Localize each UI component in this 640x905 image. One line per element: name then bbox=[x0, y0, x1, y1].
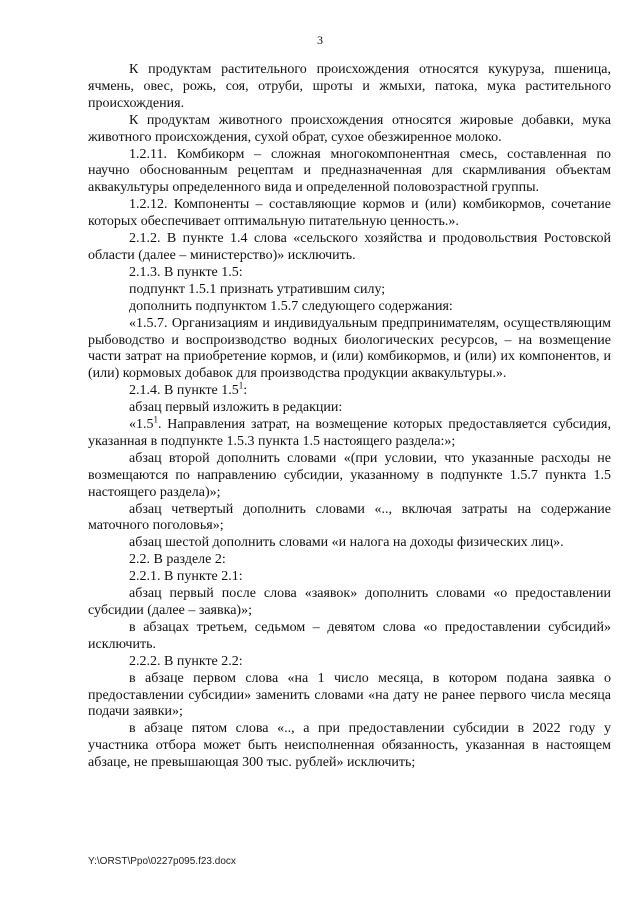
paragraph: абзац второй дополнить словами «(при условии, что указанные расходы не возмещаются по направлению субсидии, указанному в подпункте 1.5.7 пункта 1.5 настоящего раздела)»; bbox=[88, 450, 611, 500]
file-path-footer: Y:\ORST\Ppo\0227p095.f23.docx bbox=[88, 856, 236, 867]
paragraph: абзац четвертый дополнить словами «.., включая затраты на содержание маточного поголовья»; bbox=[88, 501, 611, 534]
paragraph: «1.5.7. Организациям и индивидуальным предпринимателям, осуществляющим рыбоводство и воспроизводство водных биологических ресурсов, – на возмещение части затрат на приобретение кормов, и (или) комбикормов, и (или) их компонентов, и (или) кормовых добавок для производства продукции аквакультуры.». bbox=[88, 315, 611, 382]
paragraph: К продуктам животного происхождения относятся жировые добавки, мука животного происхождения, сухой обрат, сухое обезжиренное молоко. bbox=[88, 112, 611, 145]
paragraph: 1.2.12. Компоненты – составляющие кормов и (или) комбикормов, сочетание которых обеспечивает оптимальную питательную ценность.». bbox=[88, 197, 611, 230]
superscript: 1 bbox=[153, 414, 158, 425]
paragraph-text: «1.5 bbox=[129, 417, 154, 433]
paragraph: абзац шестой дополнить словами «и налога на доходы физических лиц». bbox=[129, 535, 564, 551]
paragraph: абзац первый изложить в редакции: bbox=[129, 400, 343, 416]
superscript: 1 bbox=[238, 380, 244, 391]
paragraph bbox=[88, 380, 611, 400]
paragraph: 2.1.3. В пункте 1.5: bbox=[129, 264, 243, 280]
document-body bbox=[88, 62, 611, 772]
paragraph-text: 2.1.4. В пункте 1.5 bbox=[129, 383, 239, 399]
paragraph: 1.2.11. Комбикорм – сложная многокомпонентная смесь, составленная по научно обоснованным рецептам и предназначенная для скармливания объектам аквакультуры определенного вида и определенной половозрастной группы. bbox=[88, 146, 611, 196]
paragraph: дополнить подпунктом 1.5.7 следующего содержания: bbox=[129, 298, 453, 314]
paragraph: абзац первый после слова «заявок» дополнить словами «о предоставлении субсидии (далее – заявка)»; bbox=[88, 586, 611, 618]
paragraph: в абзаце пятом слова «.., а при предоставлении субсидии в 2022 году у участника отбора может быть неисполненная обязанность, указанная в настоящем абзаце, не превышающая 300 тыс. рублей» исключить; bbox=[88, 721, 611, 771]
paragraph: в абзаце первом слова «на 1 число месяца, в котором подана заявка о предоставлении субсидии» заменить словами «на дату не ранее первого числа месяца подачи заявки»; bbox=[88, 670, 611, 720]
paragraph: 2.1.2. В пункте 1.4 слова «сельского хозяйства и продовольствия Ростовской области (далее – министерство)» исключить. bbox=[88, 231, 611, 263]
page-number: 3 bbox=[317, 33, 323, 47]
paragraph: подпункт 1.5.1 признать утратившим силу; bbox=[129, 281, 386, 297]
paragraph: 2.2. В разделе 2: bbox=[129, 552, 226, 568]
paragraph-tail: : bbox=[243, 383, 248, 399]
paragraph: 2.2.1. В пункте 2.1: bbox=[129, 569, 243, 585]
paragraph: К продуктам растительного происхождения относятся кукуруза, пшеница, ячмень, овес, рожь, соя, отруби, шроты и жмыхи, патока, мука растительного происхождения. bbox=[88, 62, 611, 111]
paragraph-tail: . Направления затрат, на возмещение которых предоставляется субсидия, указанная в подпункте 1.5.3 пункта 1.5 настоящего раздела:»; bbox=[88, 417, 611, 449]
paragraph: в абзацах третьем, седьмом – девятом слова «о предоставлении субсидий» исключить. bbox=[88, 619, 611, 652]
paragraph bbox=[88, 414, 611, 451]
paragraph: 2.2.2. В пункте 2.2: bbox=[129, 653, 243, 669]
